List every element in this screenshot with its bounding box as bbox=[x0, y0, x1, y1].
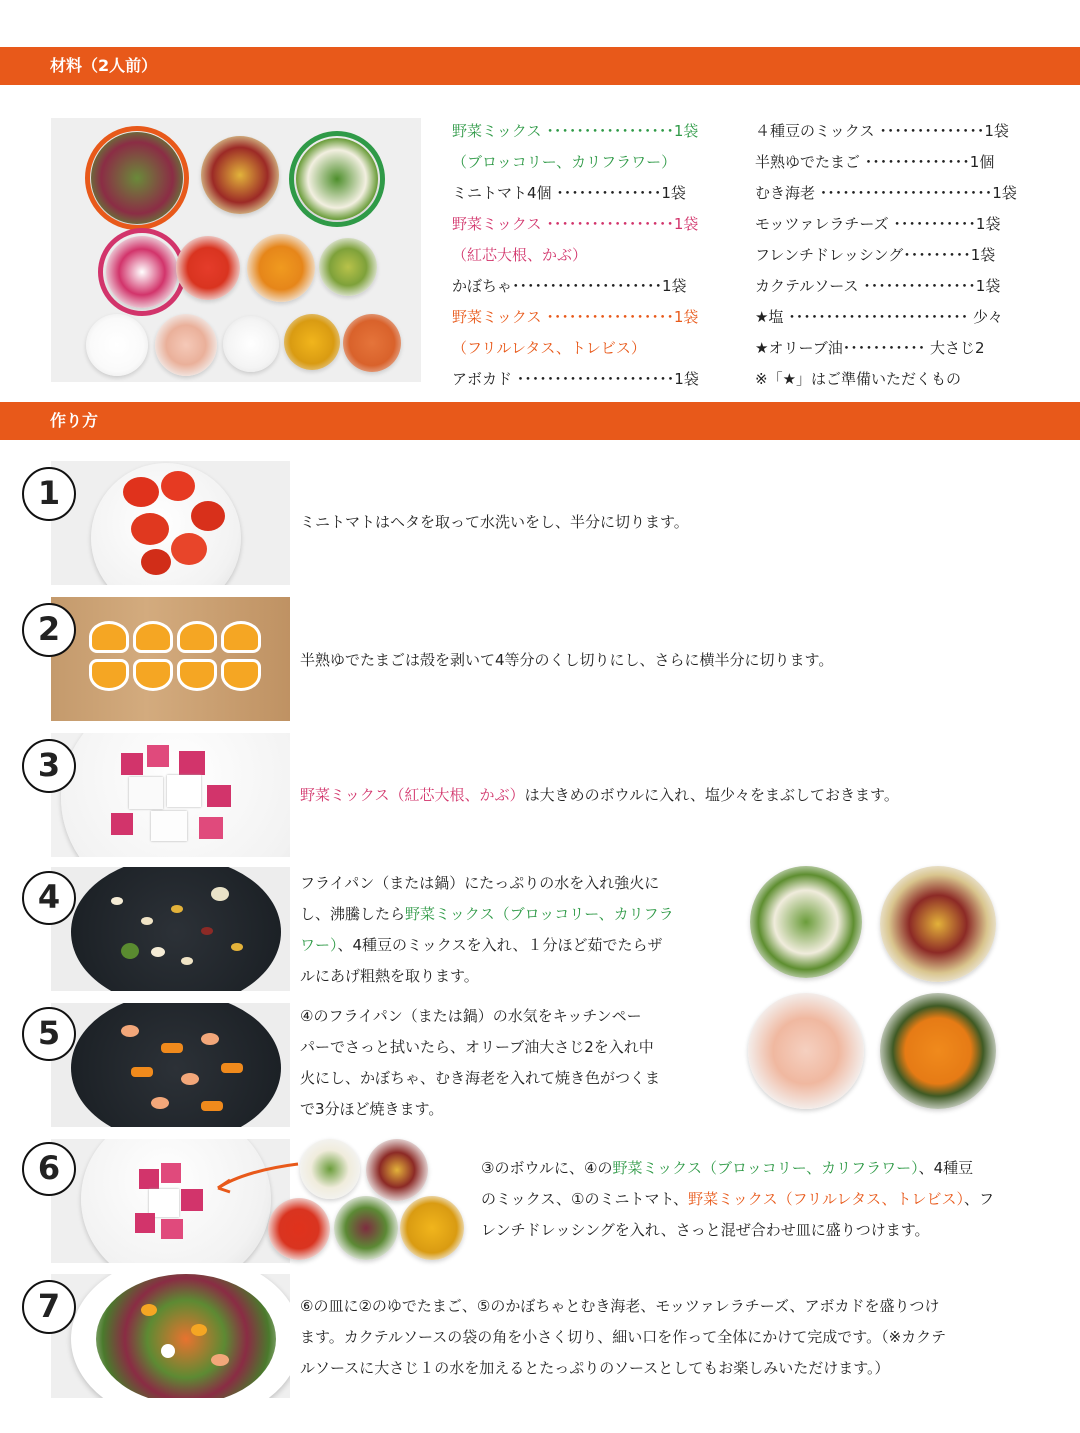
broccoli-bowl bbox=[750, 866, 862, 978]
step2-text: 半熟ゆでたまごは殻を剥いて4等分のくし切りにし、さらに横半分に切ります。 bbox=[300, 651, 834, 669]
ingredient-item: アボカド ･････････････････････1袋 bbox=[452, 370, 699, 388]
method-title: 作り方 bbox=[50, 411, 99, 430]
step5-photo bbox=[51, 1003, 290, 1127]
ingredient-item: モッツァレラチーズ ･･･････････1袋 bbox=[755, 215, 1001, 233]
step4-highlight: 野菜ミックス（ブロッコリー、カリフラ bbox=[405, 905, 674, 923]
ingredients-title: 材料（2人前） bbox=[50, 56, 158, 75]
ingredient-item: ４種豆のミックス ･･････････････1袋 bbox=[755, 122, 1009, 140]
beans-bowl bbox=[880, 866, 996, 982]
beans-bowl-small bbox=[366, 1139, 428, 1201]
step3-text: 野菜ミックス（紅芯大根、かぶ）は大きめのボウルに入れ、塩少々をまぶしておきます。 bbox=[300, 786, 899, 804]
step2-photo bbox=[51, 597, 290, 721]
step4-photo bbox=[51, 867, 290, 991]
step1-number: 1 bbox=[22, 467, 76, 521]
step7-number: 7 bbox=[22, 1280, 76, 1334]
pumpkin-bowl bbox=[880, 993, 996, 1109]
ingredient-item: フレンチドレッシング･････････1袋 bbox=[755, 246, 996, 264]
step1-text: ミニトマトはヘタを取って水洗いをし、半分に切ります。 bbox=[300, 513, 689, 531]
arrow-left-icon bbox=[206, 1158, 301, 1198]
ingredient-item: ★オリーブ油･･･････････ 大さじ2 bbox=[755, 339, 985, 357]
method-header bbox=[0, 402, 1080, 440]
ingredients-photo bbox=[51, 118, 421, 382]
step3-number: 3 bbox=[22, 739, 76, 793]
step3-photo bbox=[51, 733, 290, 857]
step3-highlight: 野菜ミックス（紅芯大根、かぶ） bbox=[300, 786, 525, 804]
ingredient-item: （ブロッコリー、カリフラワー） bbox=[452, 153, 677, 171]
step5-text: ④のフライパン（または鍋）の水気をキッチンペー パーでさっと拭いたら、オリーブ油大さじ2を入れ中 火にし、かぼちゃ、むき海老を入れて焼き色がつくま で3分ほど焼きます。 bbox=[300, 1007, 661, 1118]
step5-number: 5 bbox=[22, 1007, 76, 1061]
ingredient-item: カクテルソース ･･･････････････1袋 bbox=[755, 277, 1001, 295]
step7-photo bbox=[51, 1274, 290, 1398]
ingredients-header bbox=[0, 47, 1080, 85]
step6-text: ③のボウルに、④の野菜ミックス（ブロッコリー、カリフラワー）、4種豆 のミックス、①のミニトマト、野菜ミックス（フリルレタス、トレビス）、フ レンチドレッシングを入れ、さっと混ぜ合わせ皿に盛りつけます。 bbox=[481, 1159, 995, 1239]
ingredients-list-right bbox=[755, 116, 1017, 395]
ingredient-item: 野菜ミックス ･････････････････1袋 bbox=[452, 122, 699, 140]
ingredient-item: （紅芯大根、かぶ） bbox=[452, 246, 588, 264]
step4-text: フライパン（または鍋）にたっぷりの水を入れ強火に し、沸騰したら野菜ミックス（ブロッコリー、カリフラ ワー）、4種豆のミックスを入れ、１分ほど茹でたらザ ルにあげ粗熱を取ります。 bbox=[300, 874, 674, 985]
ingredient-item: 野菜ミックス ･････････････････1袋 bbox=[452, 308, 699, 326]
ingredients-list-left bbox=[452, 116, 699, 395]
ingredient-item: （フリルレタス、トレビス） bbox=[452, 339, 646, 357]
step1-photo bbox=[51, 461, 290, 585]
shrimp-bowl bbox=[748, 993, 864, 1109]
ingredient-item: 野菜ミックス ･････････････････1袋 bbox=[452, 215, 699, 233]
ingredient-item: かぼちゃ････････････････････1袋 bbox=[452, 277, 687, 295]
ingredient-note: ※「★」はご準備いただくもの bbox=[755, 370, 962, 388]
dressing-bowl-small bbox=[400, 1196, 464, 1260]
step6-number: 6 bbox=[22, 1142, 76, 1196]
ingredient-item: むき海老 ･･･････････････････････1袋 bbox=[755, 184, 1017, 202]
step7-text: ⑥の皿に②のゆでたまご、⑤のかぼちゃとむき海老、モッツァレラチーズ、アボカドを盛りつけ ます。カクテルソースの袋の角を小さく切り、細い口を作って全体にかけて完成です。（※カクテ ルソースに大さじ１の水を加えるとたっぷりのソースとしてもお楽しみいただけます。） bbox=[300, 1297, 947, 1377]
ingredient-item: ★塩 ････････････････････････ 少々 bbox=[755, 308, 1003, 326]
step2-number: 2 bbox=[22, 603, 76, 657]
lettuce-bowl-small bbox=[334, 1196, 398, 1260]
broccoli-bowl-small bbox=[300, 1139, 360, 1199]
tomato-bowl-small bbox=[268, 1198, 330, 1260]
ingredient-item: 半熟ゆでたまご ･･････････････1個 bbox=[755, 153, 995, 171]
step4-number: 4 bbox=[22, 871, 76, 925]
ingredient-item: ミニトマト4個 ･･････････････1袋 bbox=[452, 184, 686, 202]
